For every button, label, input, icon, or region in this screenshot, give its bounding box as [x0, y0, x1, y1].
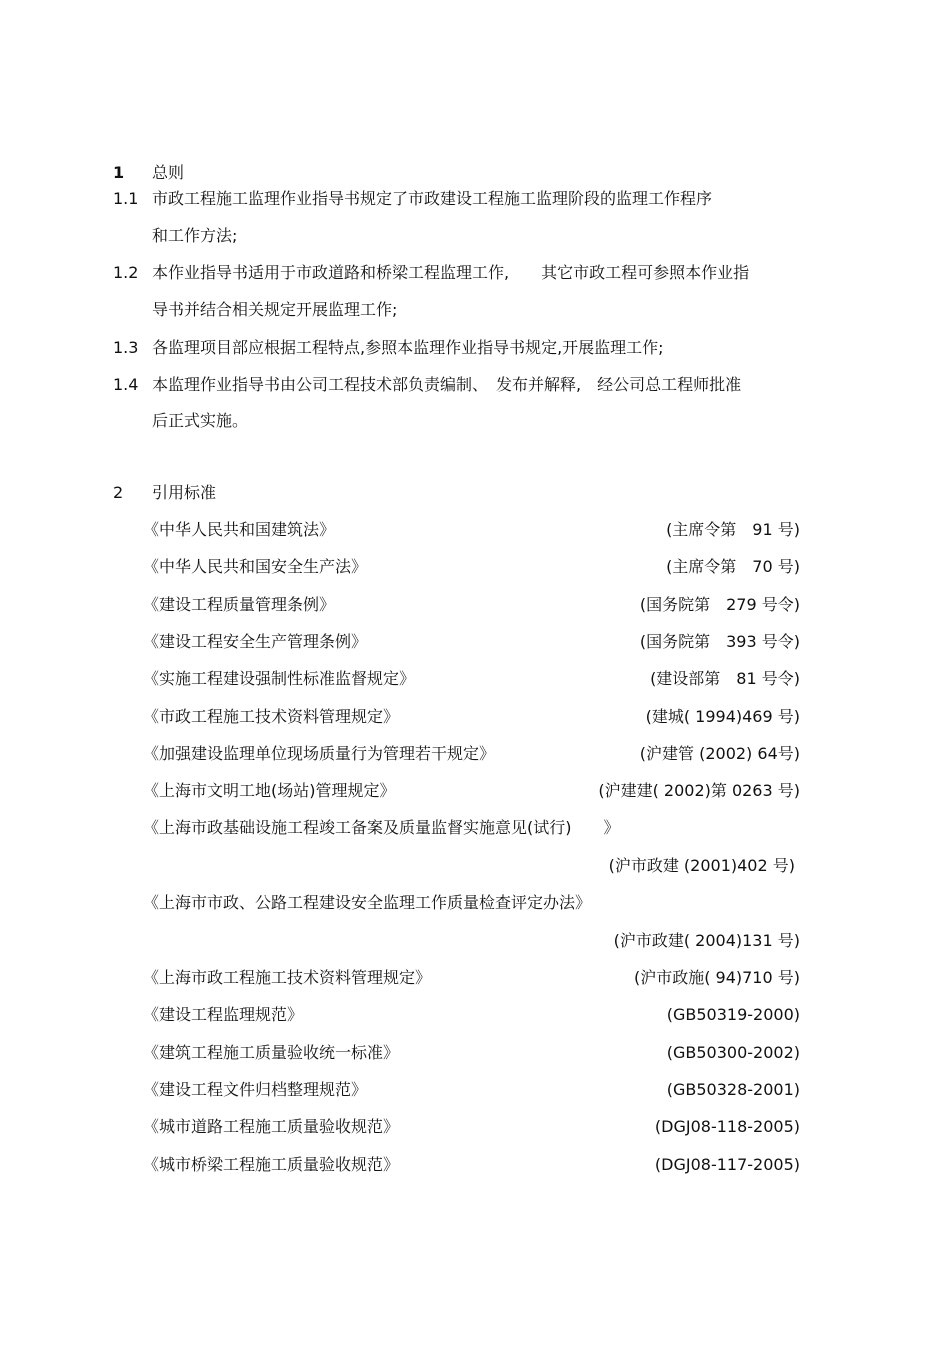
reference-title: 《建设工程监理规范》 [143, 1005, 304, 1024]
reference-title: 《中华人民共和国建筑法》 [143, 520, 336, 539]
reference-code: (GB50328-2001) [666, 1080, 800, 1099]
reference-title: 《加强建设监理单位现场质量行为管理若干规定》 [143, 744, 496, 763]
reference-code: (GB50319-2000) [666, 1005, 800, 1024]
clause-text: 和工作方法; [152, 226, 238, 245]
reference-code: (沪市政建( 2004)131 号) [613, 931, 800, 950]
reference-title: 《上海市政基础设施工程竣工备案及质量监督实施意见(试行) 》 [143, 818, 620, 837]
reference-title: 《上海市市政、公路工程建设安全监理工作质量检查评定办法》 [143, 893, 592, 912]
clause-number: 1.1 [113, 189, 139, 208]
clause-text: 后正式实施。 [152, 411, 249, 430]
reference-code: (沪市政施( 94)710 号) [633, 968, 800, 987]
reference-code: (主席令第 91 号) [666, 520, 800, 539]
reference-code: (建设部第 81 号令) [650, 669, 800, 688]
reference-code: (DGJ08-117-2005) [654, 1155, 800, 1174]
clause-number: 1.3 [113, 338, 139, 357]
reference-code: (沪建管 (2002) 64号) [639, 744, 800, 763]
reference-code: (DGJ08-118-2005) [654, 1117, 800, 1136]
reference-code: (国务院第 279 号令) [639, 595, 800, 614]
clause-text: 导书并结合相关规定开展监理工作; [152, 300, 398, 319]
clause-text: 本作业指导书适用于市政道路和桥梁工程监理工作, 其它市政工程可参照本作业指 [152, 263, 750, 282]
reference-title: 《中华人民共和国安全生产法》 [143, 557, 368, 576]
reference-code: (GB50300-2002) [666, 1043, 800, 1062]
section-number: 2 [113, 483, 124, 502]
reference-title: 《上海市政工程施工技术资料管理规定》 [143, 968, 432, 987]
section-number: 1 [113, 163, 125, 182]
reference-title: 《实施工程建设强制性标准监督规定》 [143, 669, 416, 688]
reference-title: 《建筑工程施工质量验收统一标准》 [143, 1043, 400, 1062]
reference-code: (建城( 1994)469 号) [645, 707, 800, 726]
reference-title: 《城市道路工程施工质量验收规范》 [143, 1117, 400, 1136]
reference-title: 《上海市文明工地(场站)管理规定》 [143, 781, 396, 800]
clause-text: 各监理项目部应根据工程特点,参照本监理作业指导书规定,开展监理工作; [152, 338, 664, 357]
reference-code: (沪市政建 (2001)402 号) [608, 856, 795, 875]
reference-title: 《城市桥梁工程施工质量验收规范》 [143, 1155, 400, 1174]
reference-code: (沪建建( 2002)第 0263 号) [598, 781, 800, 800]
section-title: 引用标准 [152, 483, 217, 502]
reference-title: 《市政工程施工技术资料管理规定》 [143, 707, 400, 726]
clause-text: 本监理作业指导书由公司工程技术部负责编制、 发布并解释, 经公司总工程师批准 [152, 375, 742, 394]
reference-code: (主席令第 70 号) [666, 557, 800, 576]
reference-title: 《建设工程文件归档整理规范》 [143, 1080, 368, 1099]
clause-text: 市政工程施工监理作业指导书规定了市政建设工程施工监理阶段的监理工作程序 [152, 189, 713, 208]
clause-number: 1.2 [113, 263, 139, 282]
clause-number: 1.4 [113, 375, 139, 394]
reference-code: (国务院第 393 号令) [639, 632, 800, 651]
reference-title: 《建设工程质量管理条例》 [143, 595, 336, 614]
reference-title: 《建设工程安全生产管理条例》 [143, 632, 368, 651]
section-title: 总则 [152, 163, 185, 182]
